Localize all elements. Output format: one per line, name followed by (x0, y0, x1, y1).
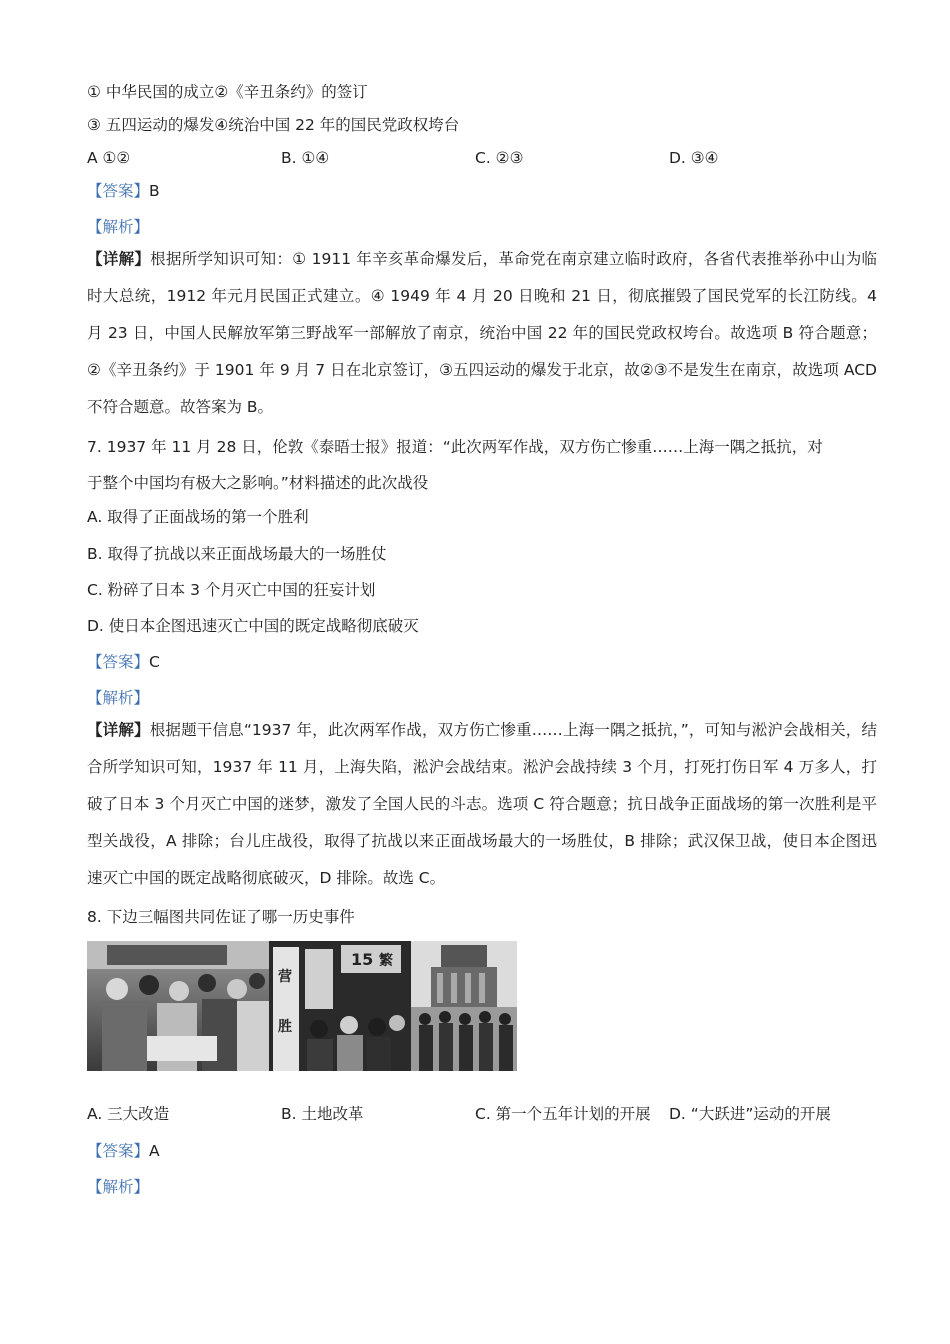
q7-option-b: B. 取得了抗战以来正面战场最大的一场胜仗 (87, 545, 387, 563)
q6-option-c: C. ②③ (475, 149, 524, 167)
q6-item-line-1: ① 中华民国的成立②《辛丑条约》的签订 (87, 83, 368, 101)
q8-option-a: A. 三大改造 (87, 1105, 170, 1123)
q6-item-line-2: ③ 五四运动的爆发④统治中国 22 年的国民党政权垮台 (87, 116, 460, 134)
q6-detail (87, 241, 877, 426)
photo-shop-signboards (269, 941, 411, 1071)
q7-option-a: A. 取得了正面战场的第一个胜利 (87, 508, 309, 526)
q7-stem-line-1: 7. 1937 年 11 月 28 日，伦敦《泰晤士报》报道：“此次两军作战，双方伤亡惨重……上海一隅之抵抗，对 (87, 438, 823, 456)
q6-analysis-heading (87, 217, 149, 237)
answer-tag: 【答案】 (87, 1142, 150, 1160)
detail-text: 根据所学知识可知：① 1911 年辛亥革命爆发后，革命党在南京建立临时政府，各省代表推举孙中山为临时大总统，1912 年元月民国正式建立。④ 1949 年 4 月 20 日晚和 21 日，彻底摧毁了国民党军的长江防线。4 月 23 日，中国人民解放军第三野战军一部解放了南京，统治中国 22 年的国民党政权垮台。故选项 B 符合题意；②《辛丑条约》于 1901 年 9 月 7 日在北京签订，③五四运动的爆发于北京，故②③不是发生在南京，故选项 ACD 不符合题意。故答案为 B。 (87, 250, 877, 416)
detail-text: 根据题干信息“1937 年，此次两军作战，双方伤亡惨重……上海一隅之抵抗，”，可知与淞沪会战相关，结合所学知识可知，1937 年 11 月，上海失陷，淞沪会战结束。淞沪会战持续 3 个月，打死打伤日军 4 万多人，打破了日本 3 个月灭亡中国的迷梦，激发了全国人民的斗志。选项 C 符合题意；抗日战争正面战场的第一次胜利是平型关战役，A 排除；台儿庄战役，取得了抗战以来正面战场最大的一场胜仗，B 排除；武汉保卫战，使日本企图迅速灭亡中国的既定战略彻底破灭，D 排除。故选 C。 (87, 721, 877, 887)
sign-char-3: 胜 (278, 1019, 292, 1035)
q6-option-a: A ①② (87, 149, 131, 167)
q8-analysis-heading (87, 1177, 149, 1197)
answer-value: B (149, 182, 160, 200)
q8-answer (87, 1141, 160, 1161)
q6-option-d: D. ③④ (669, 149, 719, 167)
photo-crowd-signing (87, 941, 269, 1071)
q8-option-c: C. 第一个五年计划的开展 (475, 1105, 651, 1123)
q8-option-d: D. “大跃进”运动的开展 (669, 1105, 831, 1123)
q6-option-b: B. ①④ (281, 149, 330, 167)
q6-answer (87, 181, 160, 201)
answer-value: C (149, 653, 160, 671)
q7-analysis-heading (87, 688, 149, 708)
analysis-tag: 【解析】 (87, 689, 150, 707)
q8-stem: 8. 下边三幅图共同佐证了哪一历史事件 (87, 908, 355, 926)
q8-option-b: B. 土地改革 (281, 1105, 364, 1123)
q7-option-c: C. 粉碎了日本 3 个月灭亡中国的狂妄计划 (87, 581, 376, 599)
photo-building-procession (411, 941, 517, 1071)
sign-number: 15 (351, 950, 374, 969)
sign-char-1: 繁 (379, 953, 393, 969)
detail-tag: 【详解】 (87, 721, 150, 739)
detail-tag: 【详解】 (87, 250, 151, 268)
answer-tag: 【答案】 (87, 182, 150, 200)
analysis-tag: 【解析】 (87, 218, 150, 236)
answer-value: A (149, 1142, 160, 1160)
answer-tag: 【答案】 (87, 653, 150, 671)
sign-char-2: 营 (278, 969, 292, 985)
q7-detail (87, 712, 877, 897)
q7-answer (87, 652, 160, 672)
q7-option-d: D. 使日本企图迅速灭亡中国的既定战略彻底破灭 (87, 617, 419, 635)
analysis-tag: 【解析】 (87, 1178, 150, 1196)
q7-stem-line-2: 于整个中国均有极大之影响。”材料描述的此次战役 (87, 474, 429, 492)
